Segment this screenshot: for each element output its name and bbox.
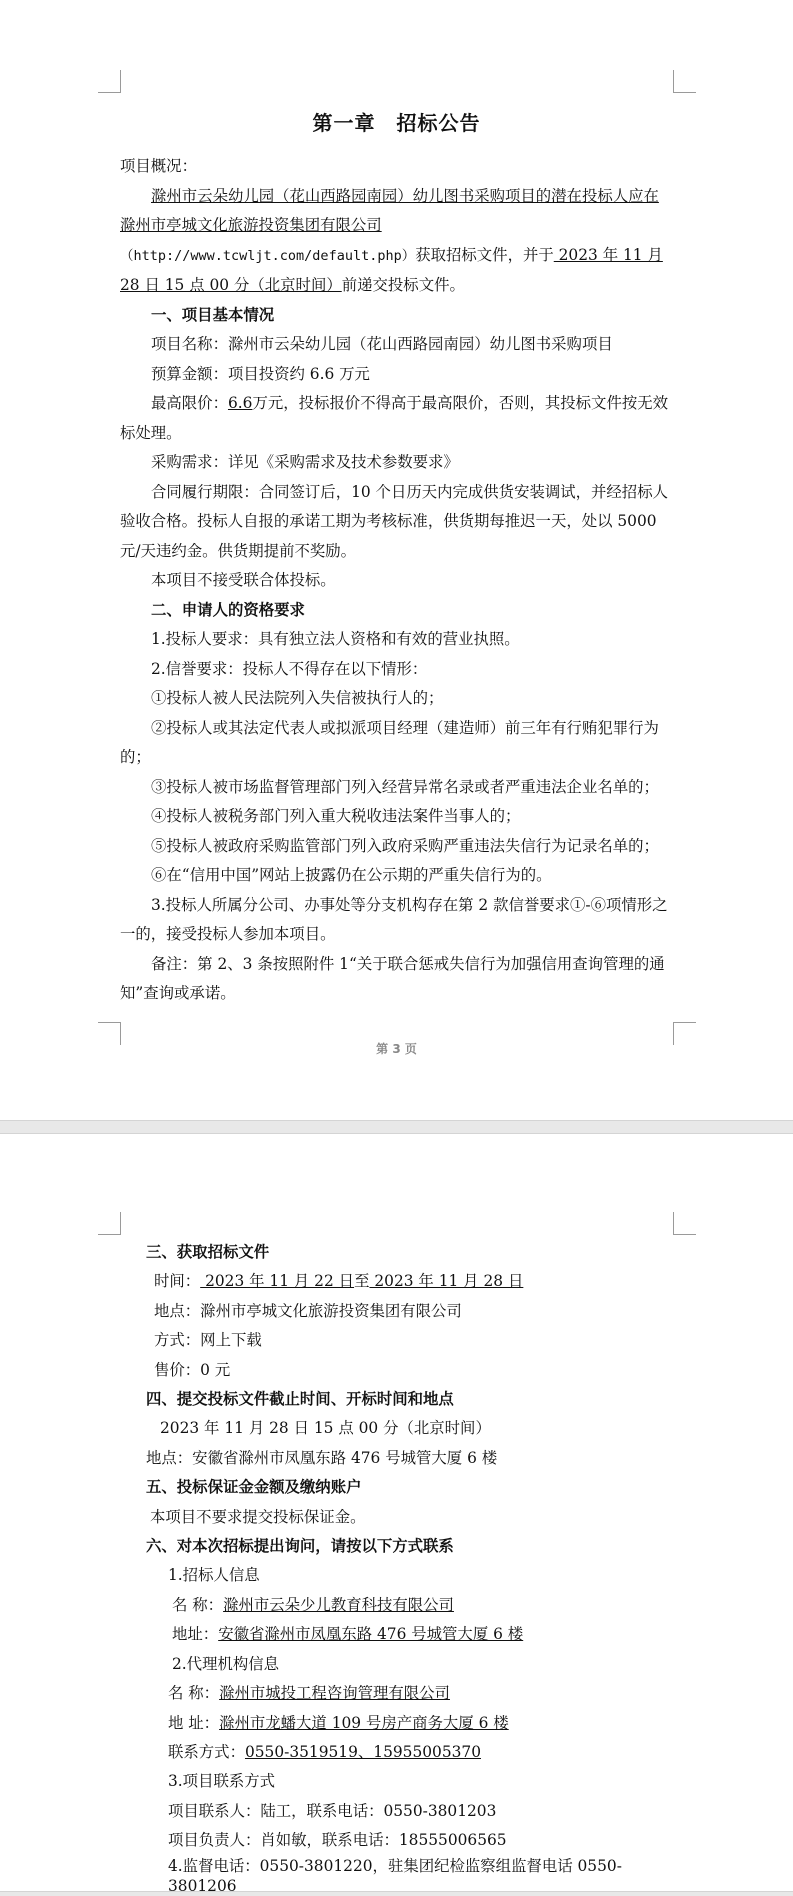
tenderer-address-label: 地址：: [172, 1625, 219, 1644]
acquire-time-start: 2023 年 11 月 22 日: [200, 1272, 355, 1291]
acquire-time-end: 2023 年 11 月 28 日: [369, 1272, 524, 1291]
page-corner-mark: [98, 70, 121, 93]
section-3-heading: 三、获取招标文件: [146, 1243, 270, 1261]
overview-project-text: 滁州市云朵幼儿园（花山西路园南园）幼儿图书采购项目的潜在投标人应在: [151, 186, 659, 205]
credit-condition-6: ⑥在“信用中国”网站上披露仍在公示期的严重失信行为的。: [151, 866, 552, 884]
acquire-place: 地点：滁州市亭城文化旅游投资集团有限公司: [154, 1301, 462, 1320]
agency-address-label: 地 址：: [168, 1713, 220, 1732]
agency-address: [146, 1709, 676, 1738]
qualification-3: 3.投标人所属分公司、办事处等分支机构存在第 2 款信誉要求①-⑥项情形之一的，接受投标人参加本项目。: [120, 895, 668, 943]
acquire-time: [146, 1267, 676, 1296]
agency-contact: [146, 1738, 676, 1767]
tenderer-name: [146, 1591, 676, 1620]
agency-name-value: 滁州市城投工程咨询管理有限公司: [219, 1684, 450, 1703]
agency-contact-value: 0550-3519519、15955005370: [244, 1742, 481, 1761]
budget-amount: 预算金额：项目投资约 6.6 万元: [151, 364, 370, 383]
acquire-price: 售价：0 元: [154, 1360, 231, 1379]
tenderer-name-value: 滁州市云朵少儿教育科技有限公司: [223, 1595, 454, 1614]
qualification-2: 2.信誉要求：投标人不得存在以下情形：: [151, 659, 428, 678]
credit-condition-5: ⑤投标人被政府采购监管部门列入政府采购严重违法失信行为记录名单的；: [151, 836, 659, 855]
agency-contact-label: 联系方式：: [168, 1742, 245, 1761]
agency-address-value: 滁州市龙蟠大道 109 号房产商务大厦 6 楼: [219, 1713, 509, 1732]
agency-info-label: 2.代理机构信息: [172, 1654, 280, 1673]
chapter-title: 第一章 招标公告: [312, 111, 481, 135]
overview-text-2: 获取招标文件，并于: [415, 245, 554, 264]
agency-name: [146, 1679, 676, 1708]
max-price-label: 最高限价：: [151, 394, 228, 412]
deadline-time: 2023 年 11 月 28 日 15 点 00 分（北京时间）: [160, 1419, 491, 1438]
project-contact-label: 3.项目联系方式: [168, 1772, 276, 1791]
tenderer-info-label: 1.招标人信息: [168, 1566, 260, 1585]
section-5-heading: 五、投标保证金金额及缴纳账户: [146, 1478, 362, 1497]
credit-condition-4: ④投标人被税务部门列入重大税收违法案件当事人的；: [151, 807, 521, 825]
overview-company: 滁州市亭城文化旅游投资集团有限公司: [120, 216, 382, 234]
max-price: [120, 389, 673, 448]
agency-name-label: 名 称：: [168, 1684, 220, 1703]
page-corner-mark: [98, 1212, 121, 1235]
page-corner-mark: [673, 1212, 696, 1235]
overview-deadline: 2023 年 11 月 28 日 15 点 00 分（北京时间）: [120, 245, 663, 294]
tenderer-name-label: 名 称：: [172, 1595, 224, 1614]
credit-condition-1: ①投标人被人民法院列入失信被执行人的；: [151, 689, 444, 707]
project-lead: 项目负责人：肖如敏，联系电话：18555006565: [168, 1831, 507, 1850]
max-price-value: 6.6: [227, 394, 253, 412]
overview-text-3: 前递交投标文件。: [341, 276, 465, 294]
project-contact: 项目联系人：陆工，联系电话：0550-3801203: [168, 1801, 497, 1820]
acquire-time-label: 时间：: [154, 1272, 201, 1291]
consortium-note: 本项目不接受联合体投标。: [151, 571, 336, 589]
page-number: 第 3 页: [376, 1042, 417, 1056]
page-2-body: [146, 1238, 676, 1896]
document-page-2: [0, 1134, 793, 1895]
overview-url: （http://www.tcwljt.com/default.php）: [120, 247, 416, 264]
max-price-rest: 万元，投标报价不得高于最高限价，否则，其投标文件按无效标处理。: [120, 394, 669, 442]
procurement-requirement: 采购需求：详见《采购需求及技术参数要求》: [151, 453, 459, 471]
acquire-method: 方式：网上下载: [154, 1331, 262, 1350]
supervision-phone: 4.监督电话：0550-3801220，驻集团纪检监察组监督电话 0550-3801206: [168, 1856, 622, 1895]
tenderer-address-value: 安徽省滁州市凤凰东路 476 号城管大厦 6 楼: [218, 1625, 524, 1644]
page-1-body: [120, 108, 673, 1009]
contract-period: 合同履行期限：合同签订后，10 个日历天内完成供货安装调试，并经招标人验收合格。投标人自报的承诺工期为考核标准，供货期每推迟一天，处以 5000 元/天违约金。供货期提前不奖励。: [120, 482, 668, 560]
bond-note: 本项目不要求提交投标保证金。: [150, 1507, 366, 1526]
credit-condition-2: ②投标人或其法定代表人或拟派项目经理（建造师）前三年有行贿犯罪行为的；: [120, 718, 659, 766]
overview-paragraph: [120, 182, 673, 301]
section-1-heading: 一、项目基本情况: [151, 305, 275, 324]
project-name: 项目名称：滁州市云朵幼儿园（花山西路园南园）幼儿图书采购项目: [151, 335, 613, 353]
credit-condition-3: ③投标人被市场监督管理部门列入经营异常名录或者严重违法企业名单的；: [151, 777, 659, 796]
qualification-1: 1.投标人要求：具有独立法人资格和有效的营业执照。: [151, 630, 520, 648]
page-corner-mark: [673, 70, 696, 93]
section-4-heading: 四、提交投标文件截止时间、开标时间和地点: [146, 1390, 454, 1409]
overview-label: 项目概况：: [120, 157, 197, 175]
deadline-place: 地点：安徽省滁州市凤凰东路 476 号城管大厦 6 楼: [146, 1448, 498, 1467]
remarks: 备注：第 2、3 条按照附件 1“关于联合惩戒失信行为加强信用查询管理的通知”查询或承诺。: [120, 954, 665, 1002]
tenderer-address: [146, 1620, 676, 1649]
section-2-heading: 二、申请人的资格要求: [151, 600, 305, 619]
acquire-time-mid: 至: [354, 1272, 370, 1291]
section-6-heading: 六、对本次招标提出询问，请按以下方式联系: [146, 1537, 454, 1556]
